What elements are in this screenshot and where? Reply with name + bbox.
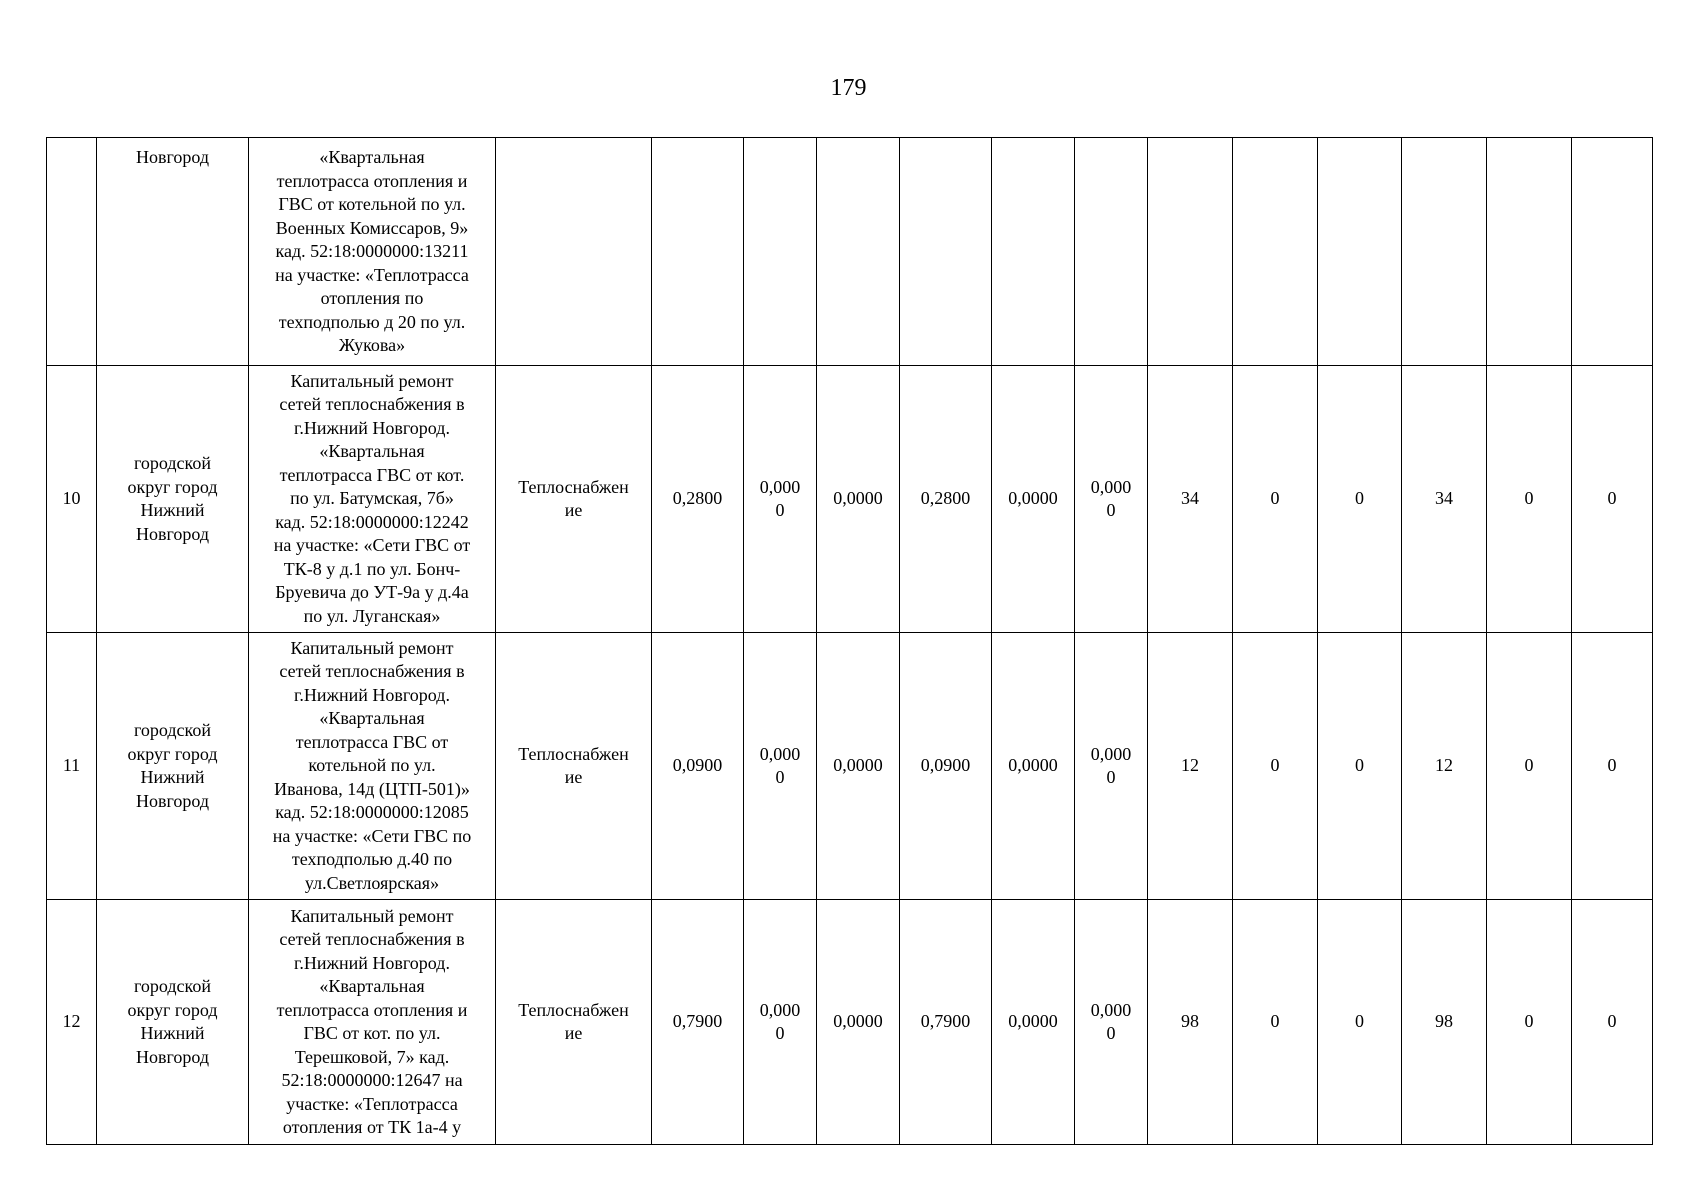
row-number-cell: 10 — [47, 366, 97, 633]
value-cell: 0,7900 — [900, 900, 992, 1145]
value-cell: 0 — [1572, 366, 1653, 633]
row-number-cell — [47, 138, 97, 366]
value-cell — [1402, 138, 1487, 366]
value-cell: 0 — [1572, 900, 1653, 1145]
value-cell: 0,000 0 — [744, 900, 817, 1145]
value-cell: 0,000 0 — [744, 366, 817, 633]
type-cell: Теплоснабжен ие — [496, 900, 652, 1145]
value-cell — [900, 138, 992, 366]
value-cell — [817, 138, 900, 366]
value-cell: 0 — [1572, 633, 1653, 900]
row-number-cell: 11 — [47, 633, 97, 900]
value-cell: 0 — [1487, 366, 1572, 633]
value-cell — [1487, 138, 1572, 366]
value-cell: 0,0000 — [817, 366, 900, 633]
value-cell: 0,7900 — [652, 900, 744, 1145]
description-cell: Капитальный ремонт сетей теплоснабжения в г.Нижний Новгород. «Квартальная теплотрасса ГВС от котельной по ул. Иванова, 14д (ЦТП-501)» кад. 52:18:0000000:12085 на участке: «Сети ГВС по техподполью д.40 по ул.Светлоярская» — [249, 633, 496, 900]
value-cell: 98 — [1148, 900, 1233, 1145]
value-cell — [744, 138, 817, 366]
value-cell: 0,000 0 — [744, 633, 817, 900]
value-cell: 0,2800 — [900, 366, 992, 633]
type-cell — [496, 138, 652, 366]
value-cell: 34 — [1148, 366, 1233, 633]
value-cell: 0,0900 — [652, 633, 744, 900]
value-cell: 0,0000 — [992, 366, 1075, 633]
value-cell: 0 — [1487, 900, 1572, 1145]
value-cell — [1318, 138, 1402, 366]
municipality-cell: городской округ город Нижний Новгород — [97, 633, 249, 900]
table-row — [47, 138, 1653, 366]
value-cell — [1148, 138, 1233, 366]
value-cell: 0 — [1233, 633, 1318, 900]
table-row — [47, 366, 1653, 633]
value-cell — [992, 138, 1075, 366]
value-cell — [1572, 138, 1653, 366]
value-cell — [1233, 138, 1318, 366]
value-cell: 0 — [1487, 633, 1572, 900]
row-number-cell: 12 — [47, 900, 97, 1145]
value-cell: 0,0000 — [817, 633, 900, 900]
value-cell: 0 — [1318, 366, 1402, 633]
municipality-cell: городской округ город Нижний Новгород — [97, 900, 249, 1145]
description-cell: Капитальный ремонт сетей теплоснабжения в г.Нижний Новгород. «Квартальная теплотрасса отопления и ГВС от кот. по ул. Терешковой, 7» кад. 52:18:0000000:12647 на участке: «Теплотрасса отопления от ТК 1а-4 у — [249, 900, 496, 1145]
municipality-cell: городской округ город Нижний Новгород — [97, 366, 249, 633]
value-cell: 0,0000 — [817, 900, 900, 1145]
value-cell: 98 — [1402, 900, 1487, 1145]
value-cell: 34 — [1402, 366, 1487, 633]
description-cell: Капитальный ремонт сетей теплоснабжения в г.Нижний Новгород. «Квартальная теплотрасса ГВС от кот. по ул. Батумская, 7б» кад. 52:18:0000000:12242 на участке: «Сети ГВС от ТК-8 у д.1 по ул. Бонч- Бруевича до УТ-9а у д.4а по ул. Луганская» — [249, 366, 496, 633]
value-cell: 0,0000 — [992, 633, 1075, 900]
value-cell: 0,0900 — [900, 633, 992, 900]
type-cell: Теплоснабжен ие — [496, 633, 652, 900]
value-cell: 0,000 0 — [1075, 633, 1148, 900]
value-cell: 0 — [1318, 900, 1402, 1145]
value-cell — [652, 138, 744, 366]
description-cell: «Квартальная теплотрасса отопления и ГВС от котельной по ул. Военных Комиссаров, 9» кад. 52:18:0000000:13211 на участке: «Теплотрасса отопления по техподполью д 20 по ул. Жукова» — [249, 138, 496, 366]
data-table — [46, 137, 1653, 1145]
type-cell: Теплоснабжен ие — [496, 366, 652, 633]
value-cell: 0,2800 — [652, 366, 744, 633]
municipality-cell: Новгород — [97, 138, 249, 366]
page-number: 179 — [830, 75, 867, 101]
value-cell: 0,0000 — [992, 900, 1075, 1145]
value-cell: 0,000 0 — [1075, 900, 1148, 1145]
value-cell: 12 — [1148, 633, 1233, 900]
value-cell — [1075, 138, 1148, 366]
value-cell: 12 — [1402, 633, 1487, 900]
value-cell: 0 — [1318, 633, 1402, 900]
value-cell: 0,000 0 — [1075, 366, 1148, 633]
value-cell: 0 — [1233, 900, 1318, 1145]
value-cell: 0 — [1233, 366, 1318, 633]
table-row — [47, 900, 1653, 1145]
table-row — [47, 633, 1653, 900]
